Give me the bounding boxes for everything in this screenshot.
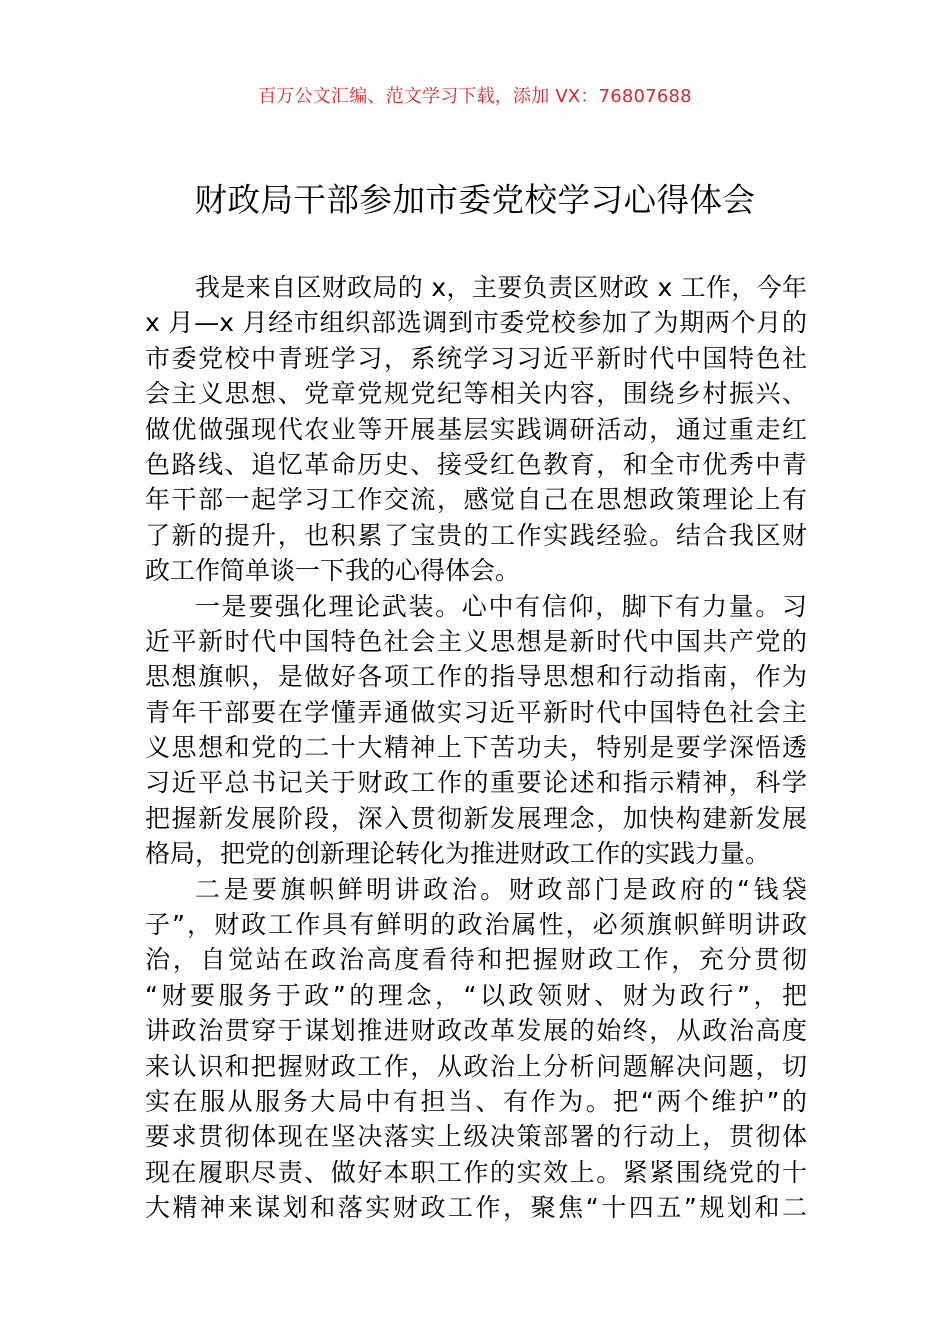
paragraph-intro — [145, 270, 807, 589]
text-line: 会主义思想、党章党规党纪等相关内容，围绕乡村振兴、 — [145, 379, 807, 409]
text-line: 年干部一起学习工作交流，感觉自己在思想政策理论上有 — [145, 485, 807, 515]
paragraph-theory — [145, 589, 807, 872]
text-line: 色路线、追忆革命历史、接受红色教育，和全市优秀中青 — [145, 449, 807, 479]
text-line: 治，自觉站在政治高度看待和把握财政工作，充分贯彻 — [145, 945, 807, 975]
text-line: 义思想和党的二十大精神上下苦功夫，特别是要学深悟透 — [145, 733, 807, 763]
paragraph-politics — [145, 872, 807, 1226]
text-line: 讲政治贯穿于谋划推进财政改革发展的始终，从政治高度 — [145, 1016, 807, 1046]
text-line: 一是要强化理论武装。心中有信仰，脚下有力量。习 — [195, 591, 807, 621]
document-body — [145, 270, 807, 1226]
text-line: 青年干部要在学懂弄通做实习近平新时代中国特色社会主 — [145, 697, 807, 727]
text-line: 习近平总书记关于财政工作的重要论述和指示精神，科学 — [145, 768, 807, 798]
text-line: 我是来自区财政局的 x，主要负责区财政 x 工作，今年 — [195, 273, 807, 302]
text-line: 把握新发展阶段，深入贯彻新发展理念，加快构建新发展 — [145, 803, 807, 833]
watermark-banner: 百万公文汇编、范文学习下载，添加 VX：76807688 — [258, 86, 692, 107]
document-title: 财政局干部参加市委党校学习心得体会 — [194, 181, 756, 219]
text-line: 要求贯彻体现在坚决落实上级决策部署的行动上，贯彻体 — [145, 1122, 807, 1152]
text-line: 大精神来谋划和落实财政工作，聚焦“十四五”规划和二 — [145, 1193, 807, 1223]
text-line: 了新的提升，也积累了宝贵的工作实践经验。结合我区财 — [145, 520, 807, 550]
text-line: 政工作简单谈一下我的心得体会。 — [145, 556, 521, 586]
text-line: 来认识和把握财政工作，从政治上分析问题解决问题，切 — [145, 1051, 807, 1081]
text-line: x 月—x 月经市组织部选调到市委党校参加了为期两个月的 — [145, 308, 807, 338]
text-line: 现在履职尽责、做好本职工作的实效上。紧紧围绕党的十 — [145, 1157, 807, 1187]
text-line: 近平新时代中国特色社会主义思想是新时代中国共产党的 — [145, 626, 807, 656]
text-line: 思想旗帜，是做好各项工作的指导思想和行动指南，作为 — [145, 662, 807, 692]
text-line: 做优做强现代农业等开展基层实践调研活动，通过重走红 — [145, 414, 807, 444]
text-line: 二是要旗帜鲜明讲政治。财政部门是政府的“钱袋 — [195, 874, 807, 904]
text-line: “财要服务于政”的理念，“以政领财、财为政行”，把 — [145, 980, 807, 1010]
text-line: 市委党校中青班学习，系统学习习近平新时代中国特色社 — [145, 343, 807, 373]
text-line: 实在服从服务大局中有担当、有作为。把“两个维护”的 — [145, 1086, 807, 1116]
text-line: 子”，财政工作具有鲜明的政治属性，必须旗帜鲜明讲政 — [145, 910, 807, 940]
text-line: 格局，把党的创新理论转化为推进财政工作的实践力量。 — [145, 839, 771, 869]
